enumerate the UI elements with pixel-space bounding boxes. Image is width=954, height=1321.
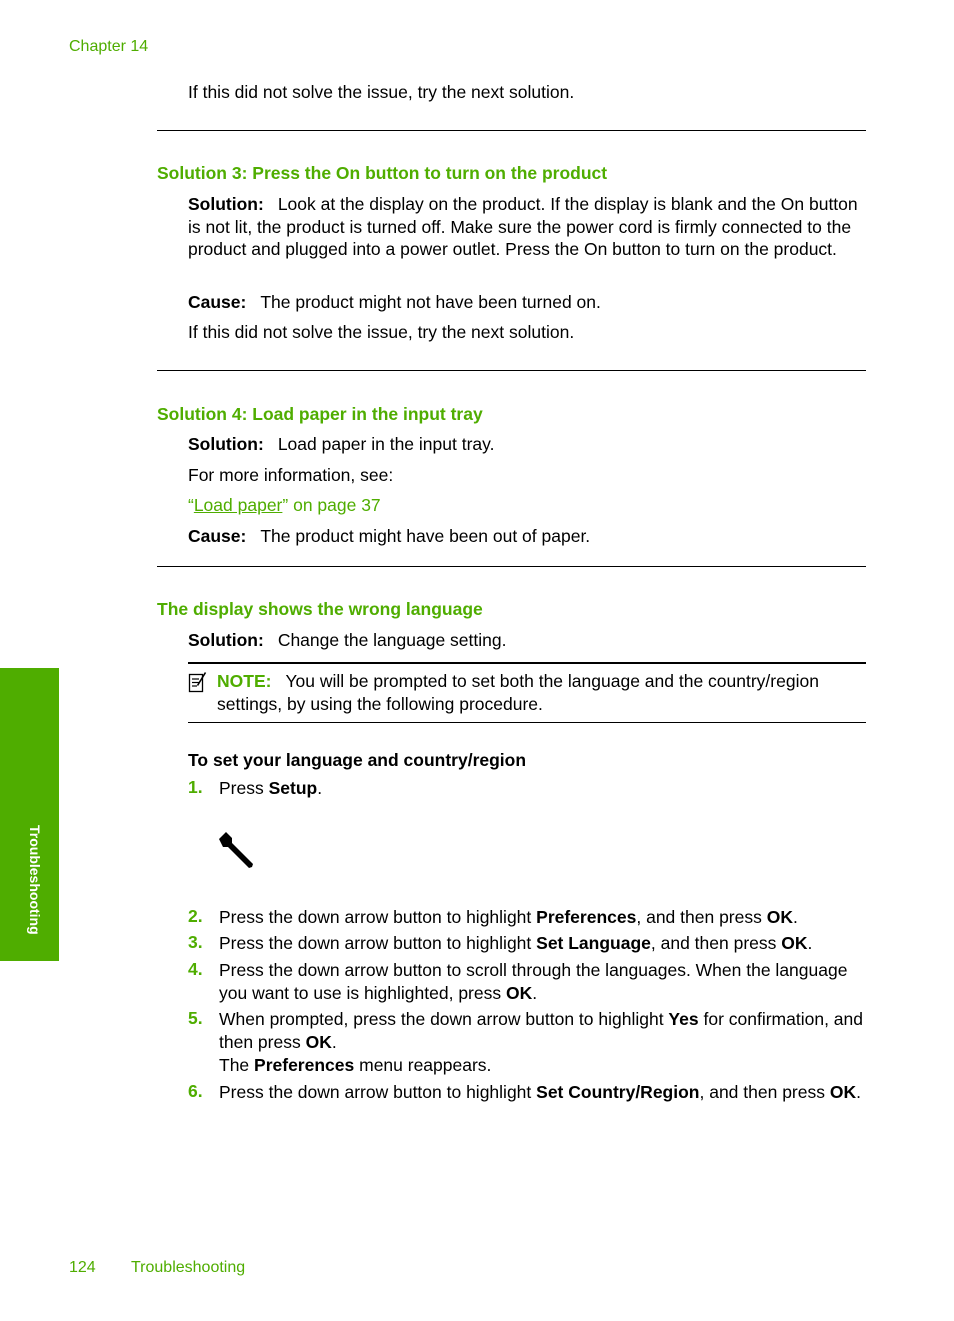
more-info-text: For more information, see: bbox=[188, 465, 394, 485]
cause-label: Cause: bbox=[188, 292, 247, 312]
note-label: NOTE: bbox=[217, 671, 272, 691]
solution-text: Change the language setting. bbox=[277, 630, 507, 650]
solution4-heading: Solution 4: Load paper in the input tray bbox=[157, 404, 483, 424]
step-text-part: for confirmation, and then press bbox=[219, 1009, 863, 1052]
wrench-icon bbox=[217, 830, 257, 870]
solution-text: Look at the display on the product. If the display is blank and the On button is not lit, the product is turned off. Make sure the power cord is firmly connected to the product and plugged into a power outlet. Press the On button to turn on the product. bbox=[188, 194, 858, 259]
page-number: 124 bbox=[69, 1259, 96, 1276]
divider bbox=[157, 370, 866, 371]
step-text-part: . bbox=[317, 778, 323, 798]
step-bold-part: Preferences bbox=[254, 1055, 355, 1075]
step-number: 2. bbox=[188, 906, 203, 926]
step-bold-part: OK bbox=[305, 1031, 332, 1052]
divider bbox=[157, 566, 866, 567]
step-bold-part: OK bbox=[505, 982, 533, 1003]
step-number: 6. bbox=[188, 1081, 203, 1101]
chapter-label: Chapter 14 bbox=[69, 38, 149, 55]
step-text bbox=[219, 777, 869, 800]
step-bold-part: Yes bbox=[668, 1009, 699, 1029]
link-quote-open: “ bbox=[188, 495, 194, 515]
step-text-part: Press the down arrow button to highlight bbox=[219, 933, 537, 953]
footer-section: Troubleshooting bbox=[131, 1259, 246, 1276]
step-number: 1. bbox=[188, 777, 203, 797]
note-text bbox=[217, 670, 867, 715]
step-text-part: . bbox=[532, 982, 538, 1003]
step-text-part: . bbox=[331, 1031, 337, 1052]
solution-label: Solution: bbox=[188, 630, 264, 650]
step-text-part: The bbox=[219, 1055, 255, 1075]
step-text bbox=[219, 1081, 869, 1104]
step-text bbox=[219, 906, 869, 929]
procedure-title: To set your language and country/region bbox=[188, 750, 527, 770]
solution4-cause bbox=[188, 525, 868, 548]
step-bold-part: Preferences bbox=[536, 907, 637, 927]
step-text-part: Press the down arrow button to highlight bbox=[219, 1082, 537, 1102]
step-bold-part: OK bbox=[766, 907, 793, 927]
step-text-part: , and then press bbox=[699, 1082, 830, 1102]
step-bold-part: OK bbox=[781, 933, 808, 953]
step-text-part: . bbox=[856, 1082, 861, 1102]
link-text[interactable]: Load paper bbox=[193, 495, 283, 515]
language-heading: The display shows the wrong language bbox=[157, 599, 483, 619]
step-text-part: Press the down arrow button to highlight bbox=[219, 907, 537, 927]
solution-label: Solution: bbox=[188, 194, 264, 214]
note-icon bbox=[188, 671, 208, 693]
solution3-next: If this did not solve the issue, try the next solution. bbox=[188, 322, 575, 342]
divider bbox=[157, 130, 866, 131]
load-paper-link[interactable] bbox=[188, 494, 868, 517]
intro-text: If this did not solve the issue, try the next solution. bbox=[188, 82, 575, 102]
step-text-part: When prompted, press the down arrow button to highlight bbox=[219, 1009, 669, 1029]
step-text-part: Press bbox=[219, 778, 269, 798]
step-number: 5. bbox=[188, 1008, 203, 1028]
note-body: You will be prompted to set both the language and the country/region settings, by using the following procedure. bbox=[217, 671, 819, 714]
language-solution bbox=[188, 629, 868, 652]
solution-text: Load paper in the input tray. bbox=[277, 434, 495, 454]
step-bold-part: Set Country/Region bbox=[536, 1082, 700, 1102]
cause-text: The product might have been out of paper. bbox=[260, 526, 591, 546]
step-text bbox=[219, 1008, 869, 1053]
solution3-cause bbox=[188, 291, 868, 314]
step-bold-part: OK bbox=[829, 1082, 857, 1102]
side-tab-label: Troubleshooting bbox=[27, 825, 43, 935]
solution-label: Solution: bbox=[188, 434, 264, 454]
step-text-part: . bbox=[807, 933, 813, 953]
step-text-part: , and then press bbox=[636, 907, 767, 927]
solution3-heading: Solution 3: Press the On button to turn on the product bbox=[157, 163, 608, 183]
cause-label: Cause: bbox=[188, 526, 247, 546]
step-text-part: . bbox=[792, 907, 798, 927]
step-bold-part: Set Language bbox=[536, 933, 651, 953]
link-suffix: ” on page 37 bbox=[282, 495, 381, 515]
step-text-part: , and then press bbox=[650, 933, 782, 953]
step-text-part: Press the down arrow button to scroll through the languages. When the language you want to use is highlighted, press bbox=[219, 960, 848, 1003]
solution3-solution bbox=[188, 193, 868, 261]
step-text bbox=[219, 932, 869, 955]
step-bold-part: Setup bbox=[268, 778, 318, 798]
step-subtext bbox=[219, 1054, 869, 1077]
step-text-part: menu reappears. bbox=[354, 1055, 492, 1075]
step-number: 3. bbox=[188, 932, 203, 952]
step-number: 4. bbox=[188, 959, 203, 979]
step-text bbox=[219, 959, 869, 1004]
cause-text: The product might not have been turned on. bbox=[260, 292, 601, 312]
solution4-solution bbox=[188, 433, 868, 456]
